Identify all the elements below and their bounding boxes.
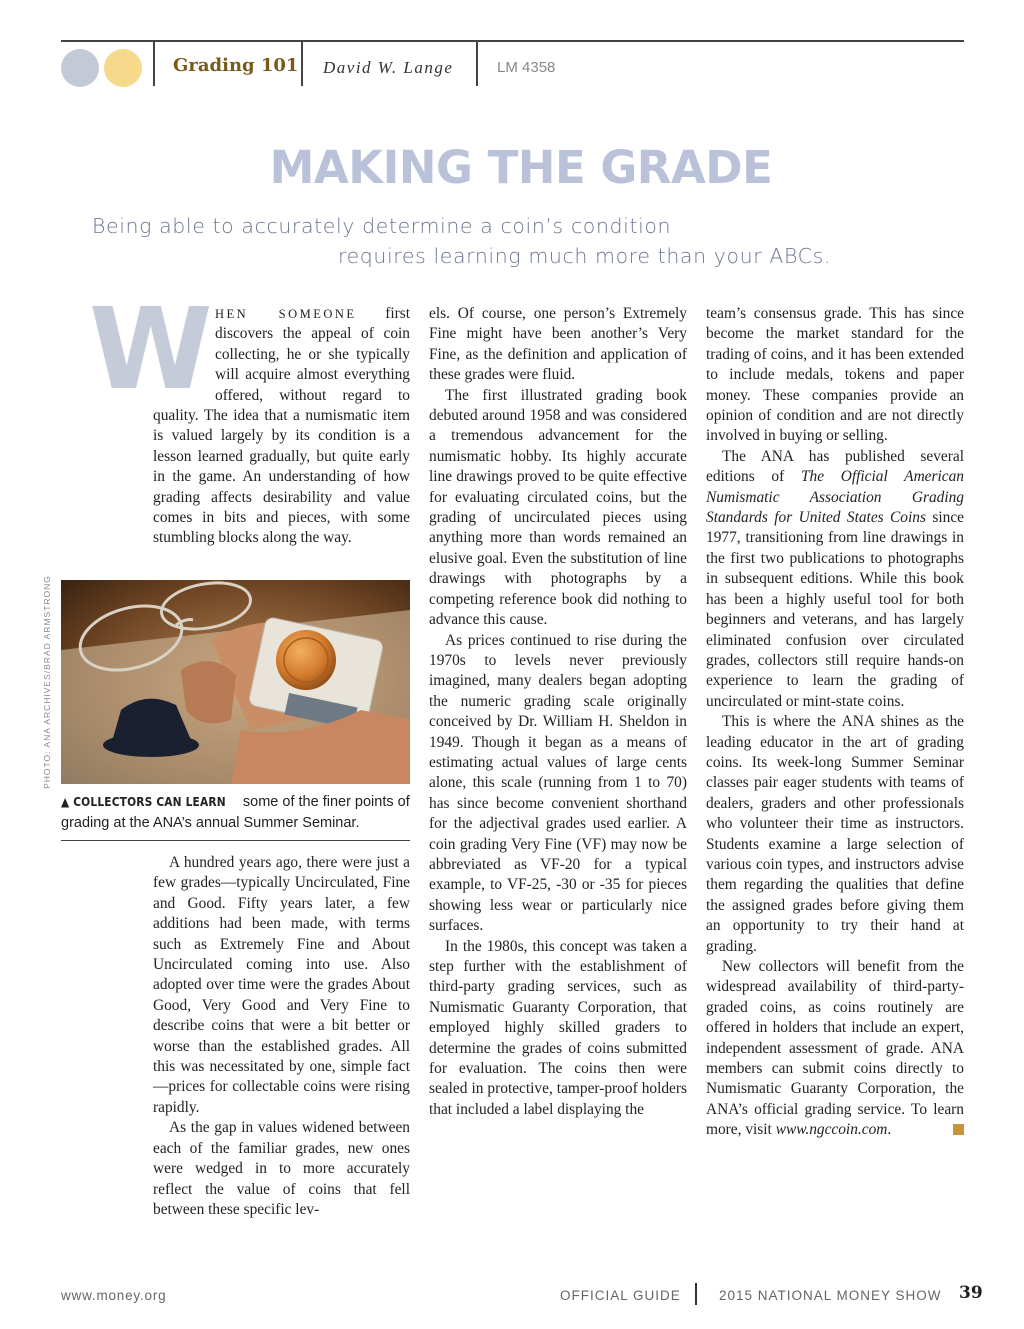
book-title: The Official American Numismatic Association Grading Standards for United States Coins: [706, 468, 964, 527]
end-mark-icon: [953, 1124, 964, 1135]
paragraph: This is where the ANA shines as the leading educator in the art of grading coins. Its week-long Summer Seminar classes pair eager students with teams of dealers, graders and other professionals who volunteer their time as instructors. Students examine a large selection of various coin types, and instructors advise them regarding the qualities that define the assigned grades before giving them an opportunity to try their hand at grading.: [706, 713, 964, 955]
paragraph-text: The ANA has published several editions of: [706, 447, 964, 486]
header-dot-blue: [61, 49, 99, 87]
paragraph: [706, 447, 964, 712]
paragraph: team’s consensus grade. This has since become the market standard for the trading of coins, and it has been extended to include medals, tokens and paper money. These companies provide an opinion of condition and are not directly involved in buying or selling.: [706, 305, 964, 445]
website-link[interactable]: www.ngccoin.com: [775, 1121, 888, 1139]
body-column-2: [429, 304, 687, 1120]
paragraph-text: .: [887, 1121, 892, 1139]
photo-caption: [61, 792, 416, 833]
caption-lead: ▲ COLLECTORS CAN LEARN: [61, 794, 226, 809]
page-number: 39: [959, 1283, 983, 1303]
footer-divider: [695, 1283, 697, 1305]
section-label: Grading 101: [173, 55, 299, 76]
paragraph: In the 1980s, this concept was taken a step further with the establishment of third-party grading services, such as Numismatic Guaranty Corporation, that employed highly skilled graders to determine the grades of coins submitted for evaluation. The coins then were sealed in protective, tamper-proof holders that included a label displaying the: [429, 937, 687, 1118]
paragraph: [706, 957, 964, 1141]
article-title: MAKING THE GRADE: [269, 141, 773, 194]
footer-guide: OFFICIAL GUIDE: [560, 1288, 681, 1303]
header-divider: [153, 42, 155, 86]
lead-smallcaps: HEN SOMEONE: [215, 307, 357, 321]
header-divider: [301, 42, 303, 86]
paragraph: els. Of course, one person’s Extremely Fine might have been another’s Very Fine, as the definition and application of these grades were fluid.: [429, 305, 687, 384]
header-divider: [476, 42, 478, 86]
footer-url[interactable]: www.money.org: [61, 1288, 167, 1303]
body-column-1-top: [89, 285, 410, 549]
article-deck-line1: Being able to accurately determine a coin’s condition: [92, 214, 672, 238]
article-photo: [61, 580, 410, 784]
author-name: David W. Lange: [323, 58, 454, 77]
paragraph: A hundred years ago, there were just a few grades—typically Uncirculated, Fine and Good. Fifty years later, a few additions had been made, with terms such as Extremely Fine and About Uncirculated coming into use. Also adopted over time were the grades About Good, Very Good and Very Fine to describe coins that were a bit better or worse than the established grades. All this was necessitated by one, simple fact—prices for collectable coins were rising rapidly.: [153, 854, 410, 1116]
header-rule: [61, 40, 964, 42]
paragraph-text: since 1977, transitioning from line drawings in the first two publications to photographs in subsequent editions. While this book has been a highly useful tool for both beginners and veterans, and has largely eliminated confusion over circulated grades, collectors still require hands-on experience to learn the grading of uncirculated or mint-state coins.: [706, 509, 964, 710]
footer-show: 2015 NATIONAL MONEY SHOW: [719, 1288, 942, 1303]
photo-credit: [40, 575, 54, 789]
paragraph: [89, 285, 410, 549]
body-column-3: [706, 304, 964, 1141]
article-deck-line2: requires learning much more than your ABCs.: [338, 244, 831, 268]
paragraph: The first illustrated grading book debuted around 1958 and was considered a tremendous advancement for the numismatic hobby. Its highly accurate line drawings proved to be quite effective for evaluating circulated coins, but the grading of uncirculated pieces using anything more than words remained an elusive goal. Even the substitution of line drawings with photographs by a competing reference book did nothing to advance this cause.: [429, 386, 687, 629]
photo-credit-text: PHOTO: ANA ARCHIVES/BRAD ARMSTRONG: [42, 575, 52, 789]
header-dot-gold: [104, 49, 142, 87]
paragraph: As prices continued to rise during the 1970s to levels never previously imagined, many dealers began adopting the numeric grading scale originally conceived by Dr. William H. Sheldon in 1949. Though it began as a means of estimating actual values of large cents alone, this scale (running from 1 to 70) has since become convenient shorthand for the adjectival grades used earlier. A coin grading Very Fine (VF) may now be abbreviated as VF-20 for a typical example, to VF-25, -30 or -35 for pieces showing less wear or particularly nice surfaces.: [429, 631, 687, 935]
paragraph: As the gap in values widened between each of the familiar grades, new ones were wedged in to more accurately reflect the value of coins that fell between these specific lev-: [153, 1119, 410, 1218]
body-column-1-bottom: [153, 853, 410, 1220]
photo-illustration: [61, 580, 410, 784]
paragraph-text: New collectors will benefit from the widespread availability of third-party-graded coins, as coins routinely are offered in holders that include an expert, independent assessment of grade. ANA members can submit coins directly to Numismatic Guaranty Corporation, the ANA’s official grading service. To learn more, visit: [706, 958, 964, 1139]
caption-rule: [61, 840, 410, 841]
drop-cap: W: [89, 285, 213, 415]
paragraph-text: first discovers the appeal of coin collecting, he or she typically will acquire almost everything offered, without regard to quality. The idea that a numismatic item is valued largely by its condition is a lesson learned gradually, but quite early in the game. An understanding of how grading affects desirability and value comes in bits and pieces, with some stumbling blocks along the way.: [153, 305, 410, 547]
article-code: LM 4358: [497, 59, 556, 76]
caption-text: some of the finer points of grading at the ANA’s annual Summer Seminar.: [61, 794, 410, 831]
